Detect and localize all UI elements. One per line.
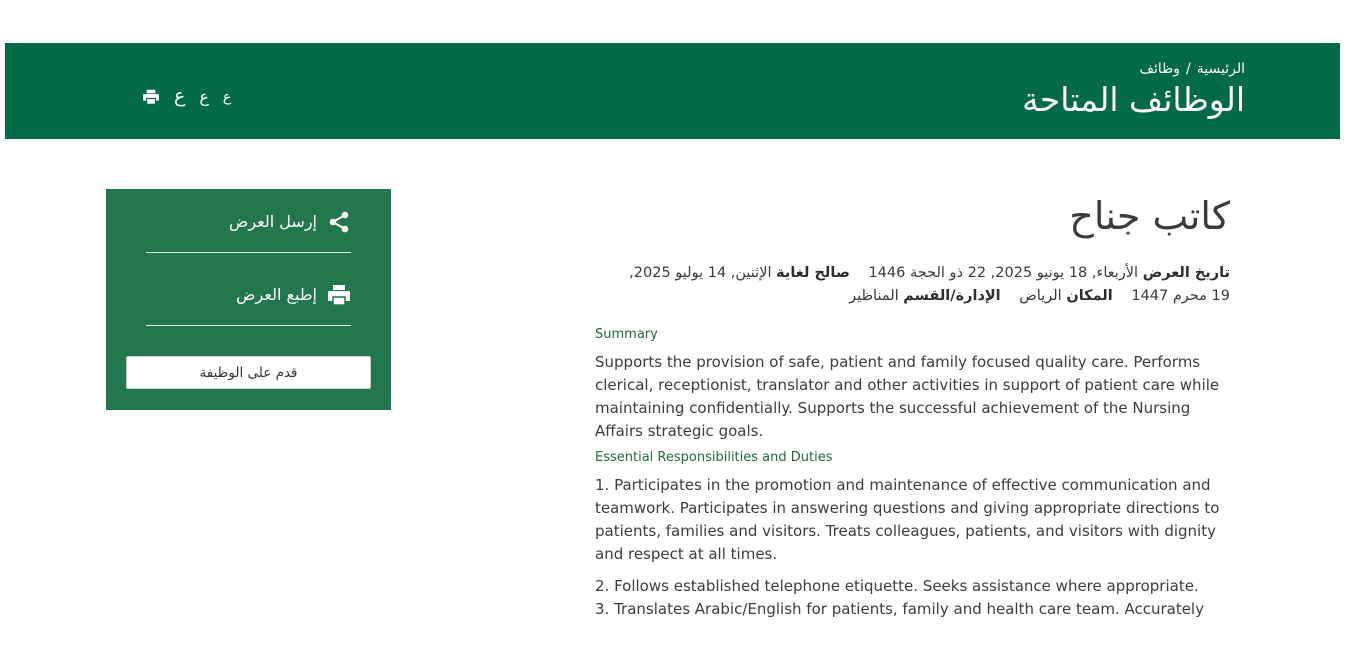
- page-header: [5, 43, 1340, 139]
- breadcrumb-current: وظائف: [1139, 61, 1181, 77]
- share-offer-link[interactable]: [146, 191, 351, 253]
- job-meta: [610, 262, 1230, 308]
- breadcrumb-separator: /: [1186, 61, 1191, 77]
- font-size-large-button[interactable]: ع: [174, 85, 186, 107]
- breadcrumb-home[interactable]: الرئيسية: [1196, 61, 1245, 77]
- job-title: كاتب جناح: [1069, 194, 1230, 238]
- department-value: المناظير: [849, 288, 899, 304]
- header-tools: [142, 87, 231, 106]
- share-icon: [327, 210, 351, 234]
- duty-item: 1. Participates in the promotion and maintenance of effective communication and teamwork. Participates in answering questions and giving appropriate directions to patients, families and visitors. Treats colleagues, patients, and visitors with dignity and respect at all times.: [595, 476, 1220, 563]
- summary-text: Supports the provision of safe, patient and family focused quality care. Performs clerical, receptionist, translator and other activities in support of patient care while maintaining confidentially. Supports the successful achievement of the Nursing Affairs strategic goals.: [595, 353, 1220, 440]
- posted-date-label: تاريخ العرض: [1142, 265, 1230, 281]
- share-offer-label: إرسل العرض: [229, 212, 317, 231]
- print-page-icon[interactable]: [142, 89, 160, 105]
- font-size-medium-button[interactable]: ع: [199, 86, 209, 106]
- job-actions-panel: [106, 189, 391, 410]
- summary-heading: Summary: [595, 327, 658, 342]
- font-size-small-button[interactable]: ع: [222, 88, 232, 105]
- valid-until-value: الإثنين, 14 يوليو 2025, 19 محرم 1447: [629, 265, 1230, 304]
- job-description: [595, 326, 1235, 621]
- duties-heading: Essential Responsibilities and Duties: [595, 450, 833, 465]
- printer-icon: [327, 283, 351, 307]
- apply-job-button[interactable]: قدم على الوظيفة: [126, 356, 371, 389]
- valid-until-label: صالح لغاية: [776, 265, 850, 281]
- location-label: المكان: [1066, 288, 1113, 304]
- page-title: الوظائف المتاحة: [1022, 80, 1245, 119]
- location-value: الرياض: [1019, 288, 1062, 304]
- duty-item: 3. Translates Arabic/English for patients, family and health care team. Accurately: [595, 600, 1204, 618]
- posted-date-value: الأربعاء, 18 يونيو 2025, 22 ذو الحجة 1446: [868, 265, 1139, 281]
- breadcrumb: [1139, 61, 1245, 77]
- duty-item: 2. Follows established telephone etiquette. Seeks assistance where appropriate.: [595, 577, 1199, 595]
- print-offer-link[interactable]: [146, 264, 351, 326]
- department-label: الإدارة/القسم: [903, 288, 1001, 304]
- print-offer-label: إطبع العرض: [236, 285, 317, 304]
